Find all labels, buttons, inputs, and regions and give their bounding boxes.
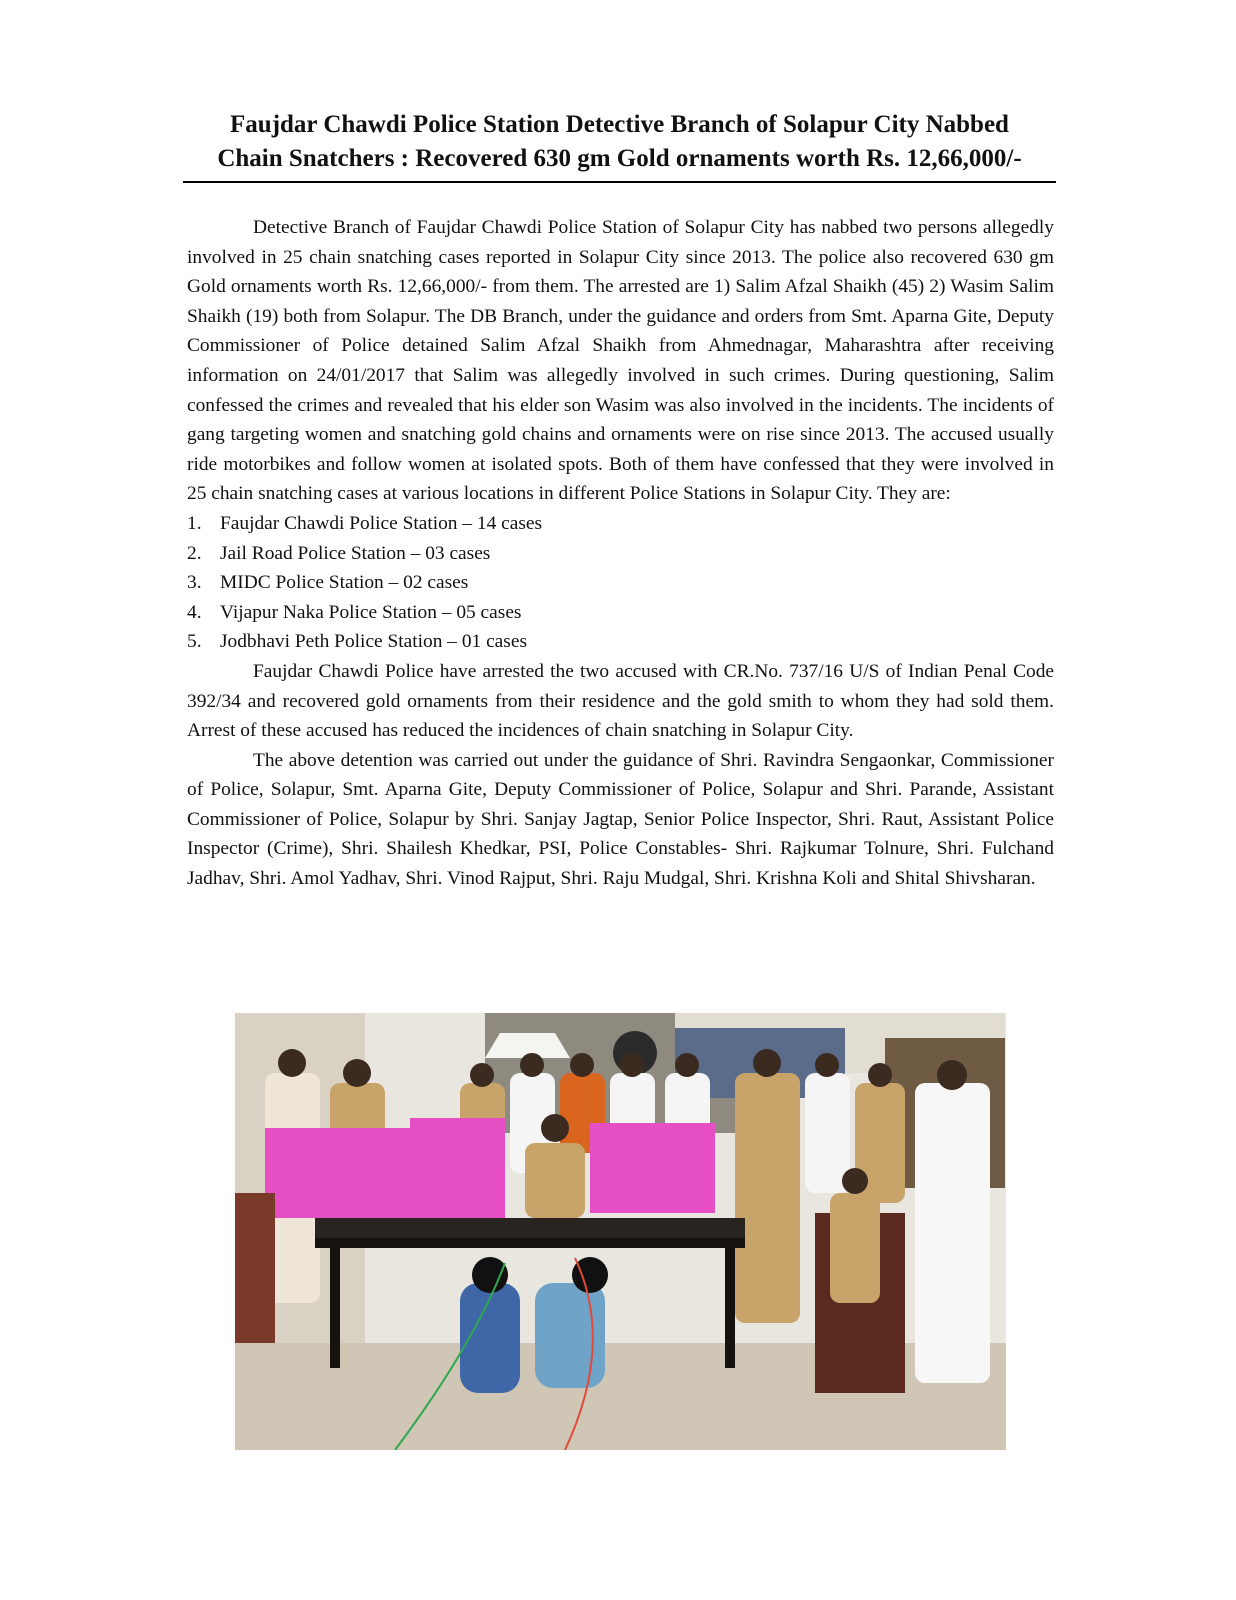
list-text: MIDC Police Station – 02 cases [220, 572, 469, 594]
paragraph-arrest: Faujdar Chawdi Police have arrested the two accused with CR.No. 737/16 U/S of Indian Penal Code 392/34 and recovered gold ornaments from their residence and the gold smith to whom they had sold them. Arrest of these accused has reduced the incidences of chain snatching in Solapur City. [187, 660, 1054, 742]
display-board-left [265, 1128, 415, 1218]
list-text: Jodbhavi Peth Police Station – 01 cases [220, 631, 527, 653]
list-number: 3. [187, 572, 202, 594]
title-line-2: Chain Snatchers : Recovered 630 gm Gold ornaments worth Rs. 12,66,000/- [217, 145, 1022, 172]
list-text: Faujdar Chawdi Police Station – 14 cases [220, 512, 543, 534]
case-list [187, 509, 1054, 657]
list-item [187, 509, 1054, 539]
article-body [187, 213, 1054, 894]
list-item [187, 598, 1054, 628]
document-title [183, 108, 1056, 176]
list-text: Vijapur Naka Police Station – 05 cases [220, 601, 522, 623]
list-item [187, 568, 1054, 598]
press-conference-photo [235, 1013, 1006, 1450]
list-text: Jail Road Police Station – 03 cases [220, 542, 491, 564]
display-board-right [590, 1123, 715, 1213]
title-underline [183, 181, 1056, 183]
list-item [187, 627, 1054, 657]
photo-illustration [235, 1013, 1006, 1450]
list-number: 2. [187, 542, 202, 564]
paragraph-credits: The above detention was carried out under the guidance of Shri. Ravindra Sengaonkar, Commissioner of Police, Solapur, Smt. Aparna Gite, Deputy Commissioner of Police, Solapur and Shri. Parande, Assistant Commissioner of Police, Solapur by Shri. Sanjay Jagtap, Senior Police Inspector, Shri. Raut, Assistant Police Inspector (Crime), Shri. Shailesh Khedkar, PSI, Police Constables- Shri. Rajkumar Tolnure, Shri. Fulchand Jadhav, Shri. Amol Yadhav, Shri. Vinod Rajput, Shri. Raju Mudgal, Shri. Krishna Koli and Shital Shivsharan. [187, 749, 1054, 890]
list-item [187, 539, 1054, 569]
list-number: 4. [187, 601, 202, 623]
list-number: 5. [187, 631, 202, 653]
display-board-center [410, 1118, 505, 1218]
list-number: 1. [187, 512, 202, 534]
title-line-1: Faujdar Chawdi Police Station Detective Branch of Solapur City Nabbed [230, 111, 1009, 138]
paragraph-intro: Detective Branch of Faujdar Chawdi Police Station of Solapur City has nabbed two persons allegedly involved in 25 chain snatching cases reported in Solapur City since 2013. The police also recovered 630 gm Gold ornaments worth Rs. 12,66,000/- from them. The arrested are 1) Salim Afzal Shaikh (45) 2) Wasim Salim Shaikh (19) both from Solapur. The DB Branch, under the guidance and orders from Smt. Aparna Gite, Deputy Commissioner of Police detained Salim Afzal Shaikh from Ahmednagar, Maharashtra after receiving information on 24/01/2017 that Salim was allegedly involved in such crimes. During questioning, Salim confessed the crimes and revealed that his elder son Wasim was also involved in the incidents. The incidents of gang targeting women and snatching gold chains and ornaments were on rise since 2013. The accused usually ride motorbikes and follow women at isolated spots. Both of them have confessed that they were involved in 25 chain snatching cases at various locations in different Police Stations in Solapur City. They are: [187, 217, 1054, 505]
